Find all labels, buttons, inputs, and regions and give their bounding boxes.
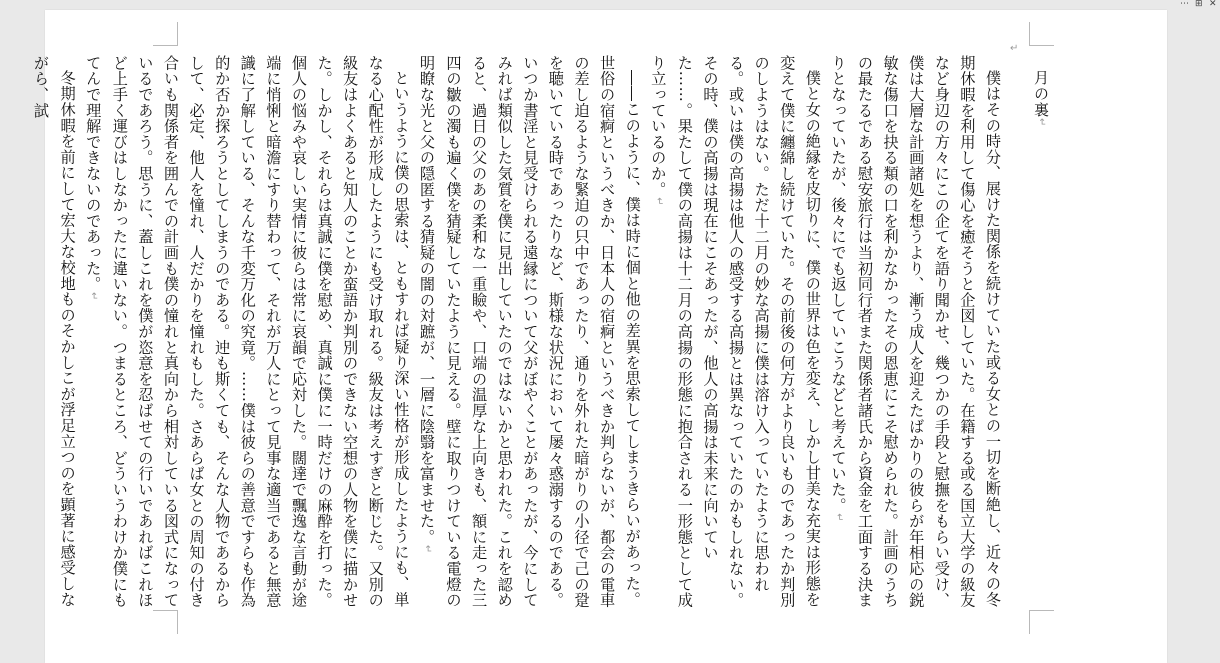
close-icon[interactable]: ✕ [1209,0,1217,9]
paragraph-1 [825,55,1005,610]
crop-mark-bottom-right [1029,610,1054,634]
paragraph-text: ――このように、僕は時に個と他の差異を思索してしまうきらいがあった。世俗の宿痾というべきか、日本人の宿痾というべきか判らないが、都会の電車の差し迫るような緊迫の只中であったり、通りを外れた暗がりの小径で己の跫を聴いている時であったりなど、斯様な状況において屡々惑溺するのである。いつか書淫と見受けられる遠縁について父がぼやくことがあったが、今にしてみれば類似した気質を僕に見出していたのではないかと思われた。これを認めると、過日の父のあの柔和な一重瞼や、口端の温厚な上向きも、額に走った三四の皺の濁も遍く僕を猜疑していたように見える。壁に取りつけている電燈の明瞭な光と父の隠匿する猜疑の闇の対蹠が、一層に陰翳を富ませた。 [417,55,642,608]
paragraph-mark: ↵ [833,513,845,523]
more-options-icon[interactable]: ⋯ [1180,0,1189,9]
paragraph-text: というように僕の思索は、ともすれば疑り深い性格が形成したようにも、単なる心配性が形成したようにも受け取れる。級友は考えすぎと断じた。又別の級友はよくあると知人のことか蛮語か判別のできない空想の人物を僕に描かせた。しかし、それらは真誠に僕を慰め、真誠に僕に一時だけの麻酔を打った。個人の悩みや哀しい実情に彼らは常に哀韻で応対した。闊達で飄逸な言動が途端に悄悧と暗澹にすり替わって、それが万人にとって見事な適当であると無意識に了解している、そんな千変万化の究竟。……僕は彼らの善意ですらも作為的か否か探ろうとしてしまうのである。迚も斯くても、そんな人物であるからして、必定、他人を憧れ、人だかりを憧れもした。さあらば女との周知の付き合いも関係者を囲んでの計画も僕の憧れと真向から相対している図式になっているであろう。思うに、蓋しこれを僕が恣意を忍ばせての行いであればこれほど上手く運びはしなかったに違いない。つまるところ、どういうわけか僕にもてんで理解できないのであった。 [84,55,411,608]
crop-mark-bottom-left [153,610,178,634]
body-text[interactable] [32,55,1005,610]
window-titlebar [0,0,1220,10]
crop-mark-top-right [1029,22,1054,46]
paragraph-4 [80,55,414,610]
paragraph-mark: ↵ [421,544,433,554]
paragraph-text: 冬期休暇を前にして宏大な校地ものそかしこが浮足立つのを顕著に感受しながら、試 [32,55,77,608]
paragraph-mark: ↵ [88,292,100,301]
page-title: 月の裏 [1032,70,1050,118]
layout-toggle-icon[interactable]: ⊞ [1195,0,1203,9]
title-block[interactable] [1028,70,1054,150]
paragraph-5 [27,55,79,610]
paragraph-text: 僕と女の絶縁を皮切りに、僕の世界は色を変え、しかし甘美な充実は形態を変えて僕に纏綿し続けていた。その前後の何方がより良いものであったか判別のしようはない。ただ十二月の妙な高揚に僕は溶け入っていたように思われる。或いは僕の高揚は他人の感受する高揚とは異なっていたのかもしれない。その時、僕の高揚は現在にこそあったが、他人の高揚は未来に向いていた……。果たして僕の高揚は十二月の高揚の形態に抱合される一形態として成り立っているのか。 [649,55,822,608]
crop-mark-top-left [153,22,178,46]
title-paragraph-mark: ↵ [1036,118,1047,128]
paragraph-2 [645,55,825,610]
header-paragraph-mark: ↵ [1010,43,1019,54]
document-page[interactable] [32,10,1167,663]
paragraph-mark: ↵ [653,197,665,207]
paragraph-text: 僕はその時分、展けた関係を続けていた或る女との一切を断絶し、近々の冬期休暇を利用して傷心を癒そうと企図していた。在籍する或る国立大学の級友など身辺の方々にこの企てを語り聞かせ、幾つかの手段と慰撫をもらい受け、僕は大層な計画諸処を想うより、漸う成人を迎えたばかりの彼らが年相応の鋭敏な傷口を抉る類の口を利かなかったその恩恵にこそ慰められた。計画のうちの最たるである慰安旅行は当初同行者また関係者諸氏から資金を工面する決まりとなっていたが、後々にでも返していこうなどと考えていた。 [829,55,1002,608]
paragraph-3 [413,55,644,610]
